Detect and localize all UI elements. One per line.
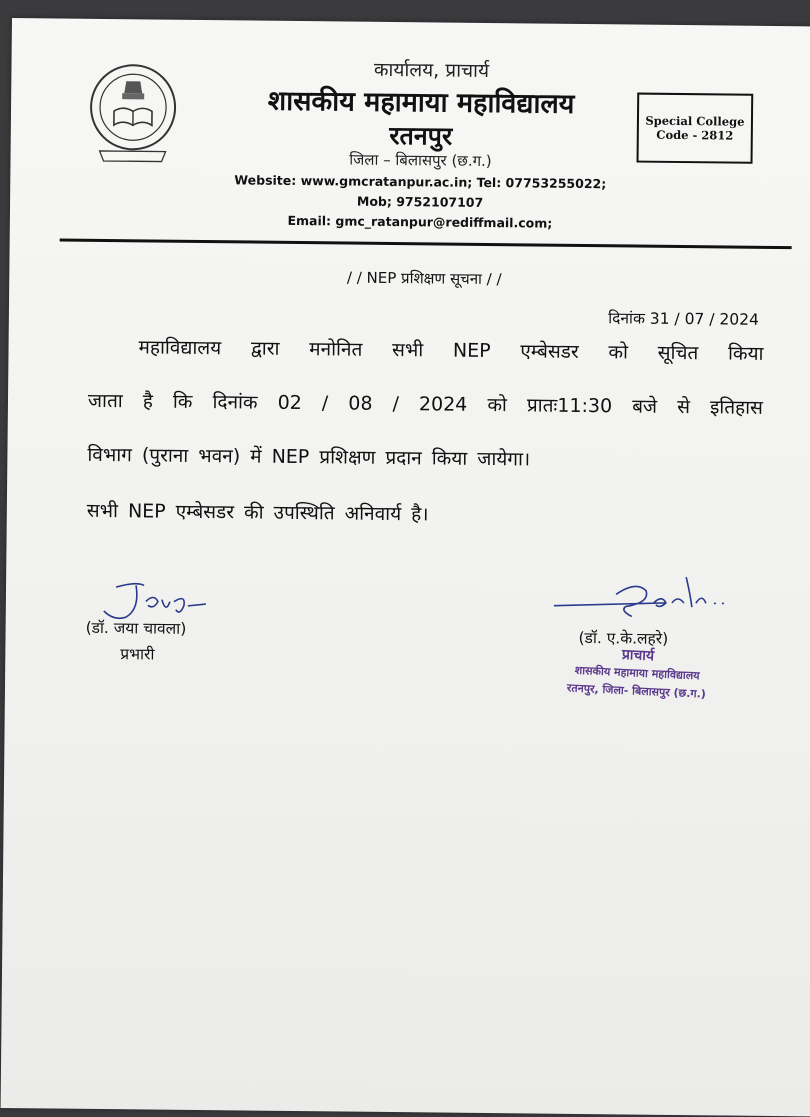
header-divider xyxy=(60,239,792,250)
right-signatory-name: (डॉ. ए.के.लहरे) xyxy=(578,626,668,649)
college-emblem-icon xyxy=(85,59,180,172)
college-city: रतनपुर xyxy=(211,116,631,154)
principal-stamp xyxy=(531,642,743,705)
notice-paper xyxy=(1,18,810,1117)
contact-website-tel: Website: www.gmcratanpur.ac.in; Tel: 07753255022; xyxy=(225,170,615,194)
right-signature xyxy=(546,572,737,634)
code-value: Code - 2812 xyxy=(645,128,744,143)
left-signatory-role: प्रभारी xyxy=(120,642,154,664)
contact-mobile: Mob; 9752107107 xyxy=(225,190,615,214)
stamp-title: प्राचार्य xyxy=(533,642,744,670)
notice-line-2: जाता है कि दिनांक 02 / 08 / 2024 को प्रातः11:30 बजे से इतिहास xyxy=(88,387,763,420)
left-signatory-name: (डॉ. जया चावला) xyxy=(86,616,187,639)
contact-block xyxy=(225,170,616,234)
contact-email: Email: gmc_ratanpur@rediffmail.com; xyxy=(225,210,615,234)
college-code-box xyxy=(637,93,754,164)
stamp-line-2: रतनपुर, जिला- बिलासपुर (छ.ग.) xyxy=(531,678,742,706)
stamp-line-1: शासकीय महामाया महाविद्यालय xyxy=(532,660,743,688)
college-district: जिला – बिलासपुर (छ.ग.) xyxy=(230,148,610,172)
notice-subject: / / NEP प्रशिक्षण सूचना / / xyxy=(259,267,589,290)
notice-line-4: सभी NEP एम्बेसडर की उपस्थिति अनिवार्य है। xyxy=(87,497,762,530)
college-name: शासकीय महामाया महाविद्यालय xyxy=(211,80,631,121)
notice-line-3: विभाग (पुराना भवन) में NEP प्रशिक्षण प्रदान किया जायेगा। xyxy=(87,441,762,474)
code-label: Special College xyxy=(645,114,744,129)
notice-line-1: महाविद्यालय द्वारा मनोनित सभी NEP एम्बेसडर को सूचित किया xyxy=(138,333,763,366)
office-heading: कार्यालय, प्राचार्य xyxy=(241,54,621,84)
notice-date: दिनांक 31 / 07 / 2024 xyxy=(569,306,759,330)
